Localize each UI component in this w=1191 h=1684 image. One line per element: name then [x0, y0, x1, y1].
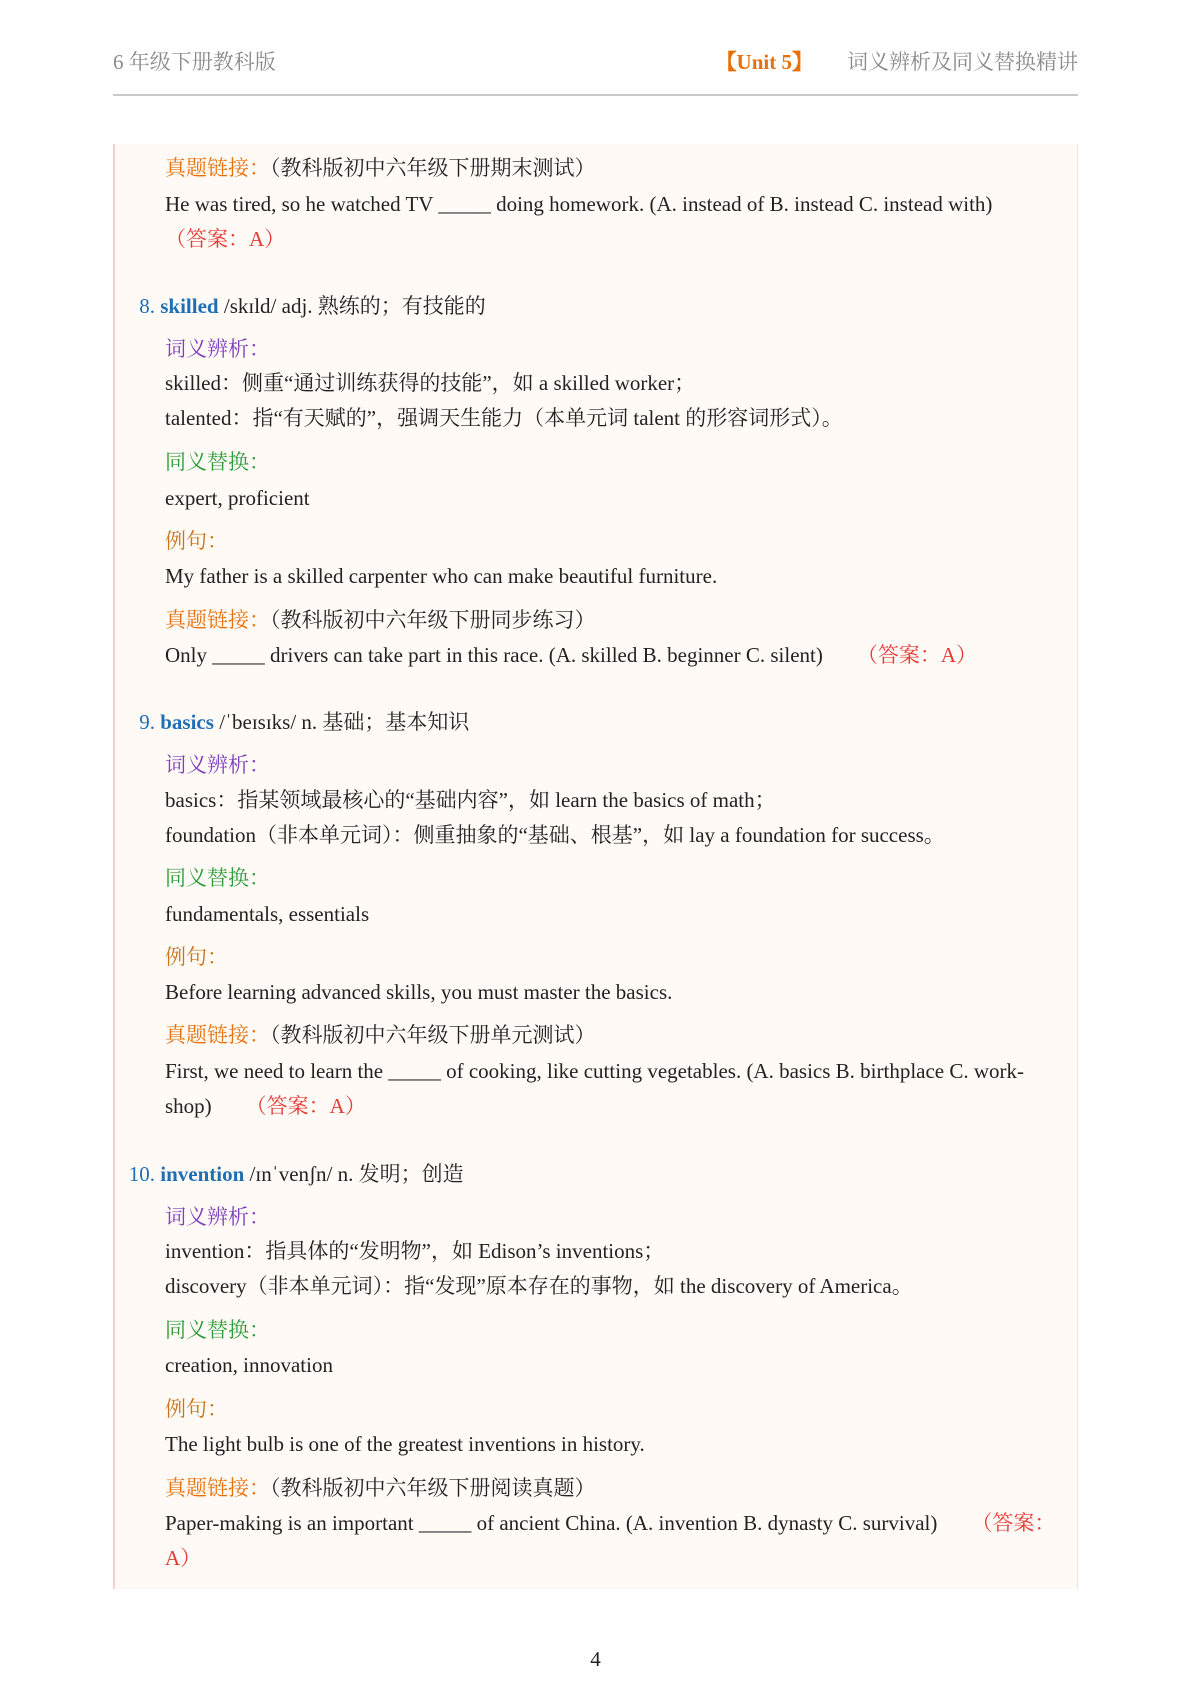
exam-line: [165, 1025, 596, 1046]
prev-question: He was tired, so he watched TV _____ doing homework. (A. instead of B. instead C. instead with): [165, 192, 993, 216]
entry-number: 9.: [139, 710, 155, 734]
question-text-continued: shop): [165, 1094, 212, 1118]
entry-heading-basics: [115, 712, 469, 733]
exam-link-label: 真题链接：: [165, 608, 270, 632]
analysis-label: 词义辨析：: [165, 337, 270, 361]
synonyms-label: 同义替换：: [165, 1318, 270, 1342]
header-title: 词义辨析及同义替换精讲: [847, 50, 1078, 74]
analysis-line-2: foundation（非本单元词）：侧重抽象的“基础、根基”，如 lay a foundation for success。: [165, 823, 945, 847]
synonyms-text: expert, proficient: [165, 486, 310, 510]
example-label: 例句：: [165, 945, 228, 969]
example-sentence: My father is a skilled carpenter who can make beautiful furniture.: [165, 564, 718, 588]
analysis-label: 词义辨析：: [165, 753, 270, 777]
exam-line: [165, 1478, 596, 1499]
page-number: 4: [590, 1647, 601, 1671]
answer-text-part1: （答案：: [971, 1511, 1056, 1535]
content-panel: [113, 144, 1078, 1589]
entry-word: skilled: [160, 294, 219, 318]
analysis-line-2: talented：指“有天赋的”，强调天生能力（本单元词 talent 的形容词形式）。: [165, 406, 843, 430]
exam-source: （教科版初中六年级下册阅读真题）: [270, 1476, 596, 1500]
exam-line: [165, 610, 596, 631]
entry-definition: /ɪnˈvenʃn/ n. 发明；创造: [244, 1162, 464, 1186]
example-sentence: The light bulb is one of the greatest inventions in history.: [165, 1432, 645, 1456]
analysis-line-1: skilled：侧重“通过训练获得的技能”，如 a skilled worker；: [165, 371, 696, 395]
analysis-line-1: basics：指某领域最核心的“基础内容”，如 learn the basics of math；: [165, 788, 776, 812]
answer-text: （答案：A）: [856, 643, 978, 667]
exam-link-label: 真题链接：: [165, 1476, 270, 1500]
entry-word: invention: [160, 1162, 245, 1186]
example-label: 例句：: [165, 529, 228, 553]
example-label: 例句：: [165, 1397, 228, 1421]
synonyms-label: 同义替换：: [165, 450, 270, 474]
exam-link-label: 真题链接：: [165, 156, 270, 180]
answer-text: （答案：A）: [245, 1094, 366, 1118]
example-sentence: Before learning advanced skills, you must master the basics.: [165, 980, 673, 1004]
exam-source: （教科版初中六年级下册单元测试）: [270, 1023, 596, 1047]
question-text: Paper-making is an important _____ of ancient China. (A. invention B. dynasty C. survival): [165, 1511, 938, 1535]
entry-number: 10.: [128, 1162, 155, 1186]
synonyms-text: fundamentals, essentials: [165, 902, 370, 926]
header-right: [716, 46, 1078, 76]
synonyms-text: creation, innovation: [165, 1353, 333, 1377]
entry-heading-skilled: [115, 296, 486, 317]
entry-definition: /ˈbeɪsɪks/ n. 基础；基本知识: [213, 710, 470, 734]
exam-question: First, we need to learn the _____ of cooking, like cutting vegetables. (A. basics B. birthplace C. work-: [165, 1059, 1025, 1083]
page-header: [113, 46, 1078, 80]
exam-source: （教科版初中六年级下册期末测试）: [270, 156, 596, 180]
analysis-line-1: invention：指具体的“发明物”，如 Edison’s inventions；: [165, 1239, 665, 1263]
prev-answer: （答案：A）: [165, 227, 286, 251]
exam-question-continued: [165, 1096, 366, 1117]
analysis-label: 词义辨析：: [165, 1205, 270, 1229]
analysis-line-2: discovery（非本单元词）：指“发现”原本存在的事物，如 the discovery of America。: [165, 1274, 913, 1298]
header-grade-label: 6 年级下册教科版: [113, 50, 276, 74]
exam-question: [165, 645, 977, 666]
entry-number: 8.: [139, 294, 155, 318]
entry-word: basics: [160, 710, 214, 734]
exam-source: （教科版初中六年级下册同步练习）: [270, 608, 596, 632]
answer-text-part2: A）: [165, 1546, 202, 1570]
header-unit-tag: 【Unit 5】: [715, 50, 813, 74]
entry-definition: /skɪld/ adj. 熟练的；有技能的: [218, 294, 486, 318]
exam-link-label: 真题链接：: [165, 1023, 270, 1047]
prev-exam-line: [165, 158, 596, 179]
exam-question: [165, 1513, 1055, 1534]
question-text: Only _____ drivers can take part in this race. (A. skilled B. beginner C. silent): [165, 643, 823, 667]
entry-heading-invention: [115, 1164, 464, 1185]
header-divider: [113, 94, 1078, 96]
synonyms-label: 同义替换：: [165, 866, 270, 890]
